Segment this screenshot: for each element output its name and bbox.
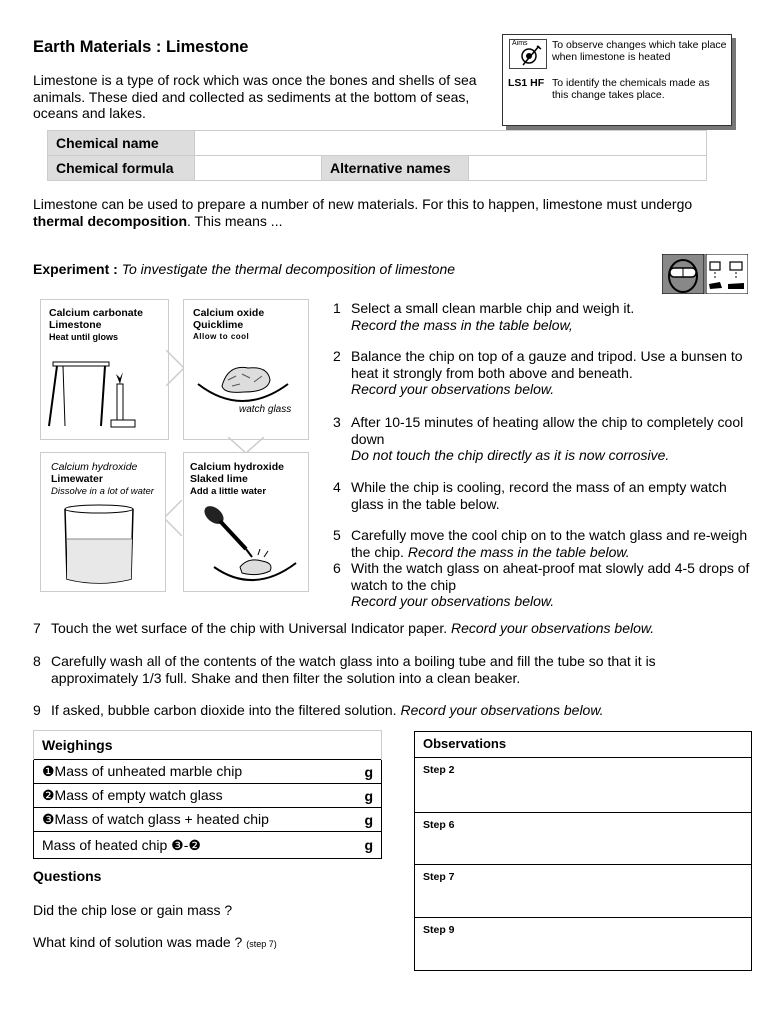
weighings-table <box>33 730 382 859</box>
observation-label: Step 2 <box>423 764 455 776</box>
observation-step-6[interactable] <box>415 812 751 864</box>
tripod-bunsen-drawing <box>41 344 168 438</box>
dropper-drawing <box>184 499 308 589</box>
panel-limestone <box>40 299 169 440</box>
chemical-formula-field[interactable] <box>195 156 322 181</box>
aims-logo <box>509 39 547 69</box>
panel2-line3: Allow to cool <box>193 332 250 341</box>
weighing-label: ❶Mass of unheated marble chip <box>34 760 352 784</box>
observation-label: Step 6 <box>423 819 455 831</box>
panel3-line3: Add a little water <box>190 486 267 497</box>
para2-before: Limestone can be used to prepare a number of new materials. For this to happen, limestone must undergo <box>33 196 693 212</box>
para2-after: . This means ... <box>187 212 283 229</box>
beaker-drawing <box>41 499 165 589</box>
unit-g: g <box>351 832 382 859</box>
hazard-icons <box>662 254 748 294</box>
observation-step-9[interactable] <box>415 917 751 970</box>
decomposition-paragraph <box>33 196 733 229</box>
aim-2: To identify the chemicals made as this change takes place. <box>552 77 710 101</box>
panel2-line2: Quicklime <box>193 319 244 331</box>
panel3-line1: Calcium hydroxide <box>190 461 284 473</box>
weighing-row[interactable] <box>34 832 382 859</box>
arrow-down <box>228 437 264 453</box>
alternative-names-label: Alternative names <box>322 156 469 181</box>
arrow-right-1 <box>166 350 184 386</box>
observation-label: Step 9 <box>423 924 455 936</box>
panel1-line3: Heat until glows <box>49 332 119 342</box>
panel4-line3: Dissolve in a lot of water <box>51 486 154 497</box>
weighing-row[interactable] <box>34 808 382 832</box>
question-2-text: What kind of solution was made ? <box>33 934 243 950</box>
observation-label: Step 7 <box>423 871 455 883</box>
experiment-heading <box>33 261 455 277</box>
panel4-line1: Calcium hydroxide <box>51 461 138 473</box>
panel4-line2: Limewater <box>51 473 103 485</box>
aim-1: To observe changes which take place when limestone is heated <box>552 39 727 63</box>
weighings-header: Weighings <box>34 731 382 760</box>
arrow-left <box>164 500 182 536</box>
weighing-row[interactable] <box>34 760 382 784</box>
observations-box <box>414 731 752 971</box>
aims-code: LS1 HF <box>508 77 545 89</box>
panel2-line1: Calcium oxide <box>193 307 265 319</box>
weighing-label: ❸Mass of watch glass + heated chip <box>34 808 352 832</box>
goggles-icon <box>662 254 704 294</box>
panel-limewater <box>40 452 166 592</box>
experiment-label: Experiment : <box>33 261 118 277</box>
chemical-name-label: Chemical name <box>48 131 195 156</box>
target-icon <box>510 40 546 68</box>
aims-logo-text: Aims <box>512 40 528 47</box>
corrosive-icon <box>706 254 748 294</box>
intro-paragraph: Limestone is a type of rock which was once the bones and shells of sea animals. These died and collected as sediments at the bottom of seas, oceans and lakes. <box>33 72 477 121</box>
panel1-line1: Calcium carbonate <box>49 307 143 319</box>
panel-quicklime <box>183 299 309 440</box>
question-1: Did the chip lose or gain mass ? <box>33 902 233 918</box>
panel1-line2: Limestone <box>49 319 102 331</box>
questions-header: Questions <box>33 868 102 884</box>
observation-step-2[interactable] <box>415 757 751 812</box>
weighing-row[interactable] <box>34 784 382 808</box>
chemical-name-field[interactable] <box>195 131 707 156</box>
alternative-names-field[interactable] <box>469 156 707 181</box>
unit-g: g <box>351 784 382 808</box>
watch-glass-caption: watch glass <box>239 404 292 415</box>
experiment-aim: To investigate the thermal decomposition of limestone <box>121 261 456 277</box>
weighing-label: ❷Mass of empty watch glass <box>34 784 352 808</box>
aims-box <box>502 34 732 126</box>
chemical-table <box>47 130 707 181</box>
question-2-note: (step 7) <box>246 939 277 949</box>
unit-g: g <box>351 760 382 784</box>
observation-step-7[interactable] <box>415 864 751 917</box>
unit-g: g <box>351 808 382 832</box>
observations-header: Observations <box>423 736 507 751</box>
chemical-formula-label: Chemical formula <box>48 156 195 181</box>
panel-slaked-lime <box>183 452 309 592</box>
question-2 <box>33 934 277 950</box>
weighing-label: Mass of heated chip ❸-❷ <box>34 832 352 859</box>
para2-bold: thermal decomposition <box>33 212 188 229</box>
panel3-line2: Slaked lime <box>190 473 248 485</box>
page-title: Earth Materials : Limestone <box>33 38 249 56</box>
